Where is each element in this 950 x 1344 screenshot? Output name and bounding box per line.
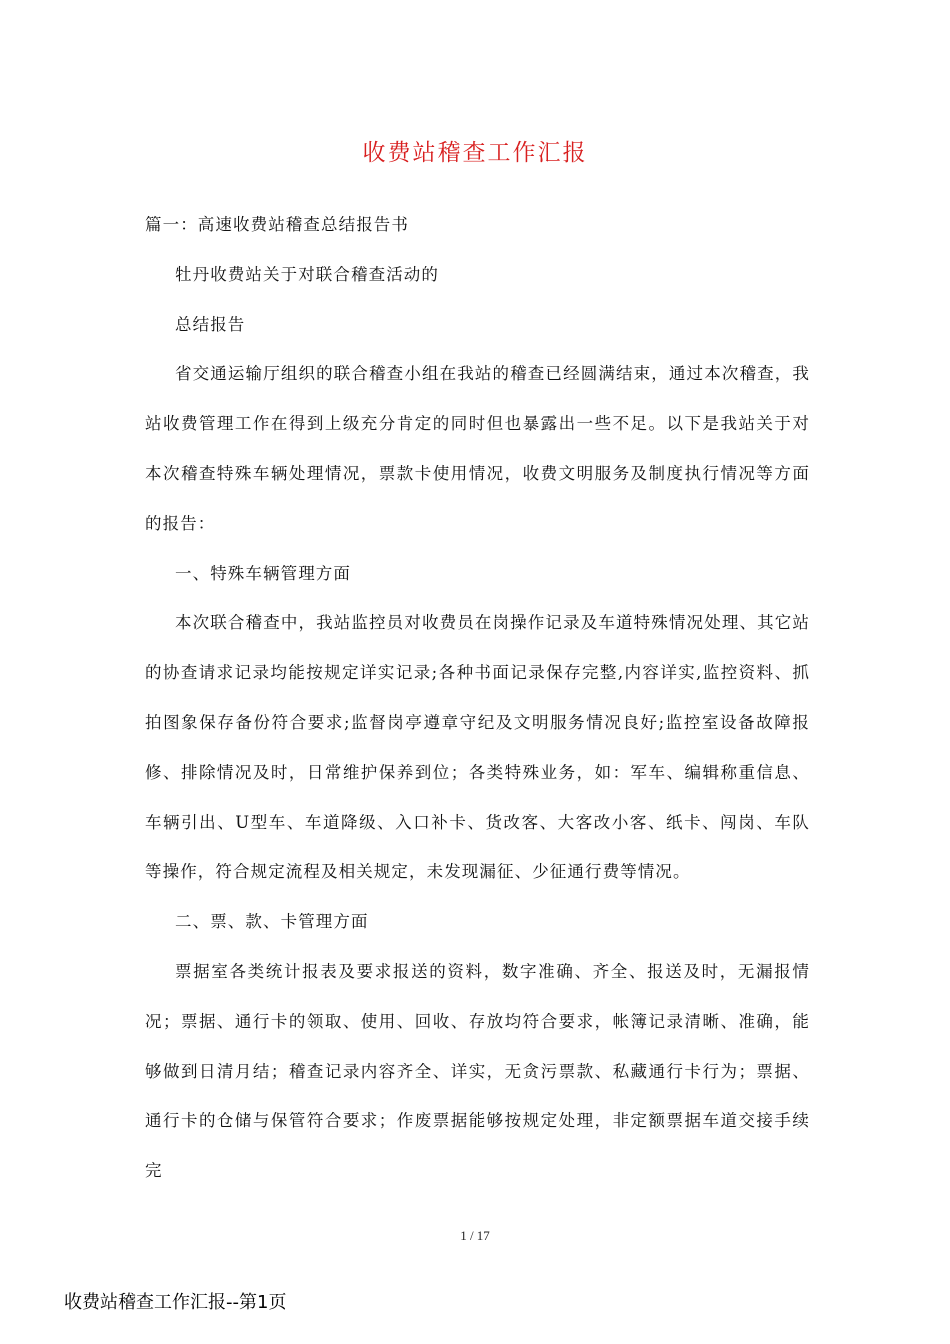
- subtitle-line: 总结报告: [175, 314, 246, 334]
- page-number: 1 / 17: [460, 1228, 490, 1243]
- subtitle-line: 牡丹收费站关于对联合稽查活动的: [175, 264, 439, 284]
- body-paragraph: 本次联合稽查中，我站监控员对收费员在岗操作记录及车道特殊情况处理、其它站的协查请求记录均能按规定详实记录;各种书面记录保存完整,内容详实,监控资料、抓拍图象保存备份符合要求;监督岗亭遵章守纪及文明服务情况良好;监控室设备故障报修、排除情况及时，日常维护保养到位；各类特殊业务，如：军车、编辑称重信息、车辆引出、U型车、车道降级、入口补卡、货改客、大客改小客、纸卡、闯岗、车队等操作，符合规定流程及相关规定，未发现漏征、少征通行费等情况。: [145, 613, 810, 882]
- footer-label: 收费站稽查工作汇报--第1页: [64, 1292, 287, 1313]
- section-heading: 篇一：高速收费站稽查总结报告书: [145, 215, 409, 234]
- section-heading: 二、票、款、卡管理方面: [175, 912, 369, 932]
- body-paragraph: 省交通运输厅组织的联合稽查小组在我站的稽查已经圆满结束，通过本次稽查，我站收费管理工作在得到上级充分肯定的同时但也暴露出一些不足。以下是我站关于对本次稽查特殊车辆处理情况，票款卡使用情况，收费文明服务及制度执行情况等方面的报告：: [145, 364, 810, 533]
- document-body: [145, 200, 810, 1196]
- document-title: 收费站稽查工作汇报: [362, 140, 588, 166]
- section-heading: 一、特殊车辆管理方面: [175, 563, 351, 583]
- body-paragraph: 票据室各类统计报表及要求报送的资料，数字准确、齐全、报送及时，无漏报情况；票据、通行卡的领取、使用、回收、存放均符合要求，帐簿记录清晰、准确，能够做到日清月结；稽查记录内容齐全、详实，无贪污票款、私藏通行卡行为；票据、通行卡的仓储与保管符合要求；作废票据能够按规定处理，非定额票据车道交接手续完: [145, 961, 810, 1181]
